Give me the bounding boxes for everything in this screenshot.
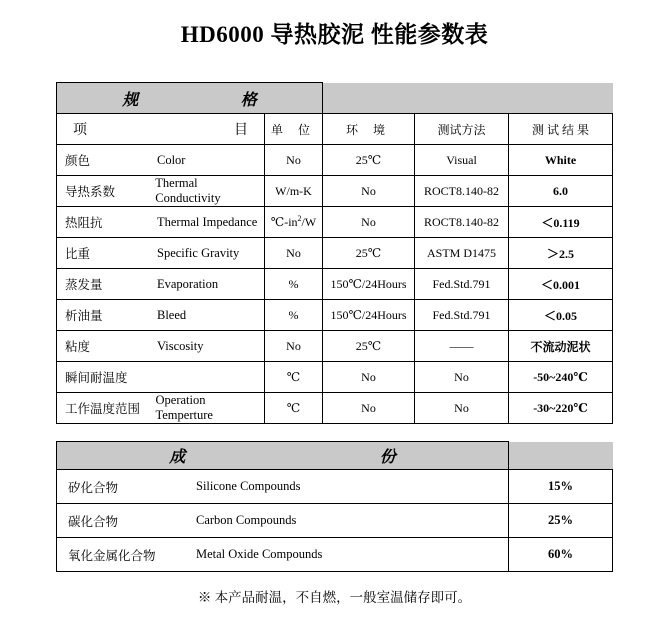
spec-item-cell (57, 176, 265, 207)
spec-unit: % (265, 300, 323, 331)
spec-env: No (323, 207, 415, 238)
composition-en: Silicone Compounds (196, 479, 301, 493)
spec-unit: No (265, 145, 323, 176)
spec-item-cn: 析油量 (65, 309, 103, 323)
spec-env: No (323, 393, 415, 424)
spec-band-row (57, 83, 613, 114)
spec-item-cell (57, 393, 265, 424)
spec-method: Visual (415, 145, 509, 176)
spec-table-container (56, 82, 612, 424)
spec-result: ＞2.5 (509, 238, 613, 269)
spec-unit: ℃ (265, 393, 323, 424)
spec-item-en: Operation Temperture (155, 393, 213, 422)
table-row (57, 269, 613, 300)
page-title: HD6000 导热胶泥 性能参数表 (180, 22, 489, 47)
spec-env: 25℃ (323, 145, 415, 176)
spec-method: No (415, 362, 509, 393)
spec-result: 不流动泥状 (509, 331, 613, 362)
spec-unit: W/m-K (265, 176, 323, 207)
document-page (0, 16, 669, 638)
spec-result: White (509, 145, 613, 176)
composition-band-cell (57, 442, 509, 470)
col-header-item (57, 114, 265, 145)
composition-cn: 碳化合物 (68, 514, 119, 529)
spec-result: -50~240℃ (509, 362, 613, 393)
composition-percent: 60% (509, 538, 613, 572)
table-row (57, 470, 613, 504)
table-row (57, 300, 613, 331)
spec-item-en: Thermal Conductivity (155, 176, 221, 205)
spec-header-row (57, 114, 613, 145)
spec-item-en: Viscosity (157, 338, 204, 353)
table-row (57, 504, 613, 538)
spec-table (56, 82, 613, 424)
composition-en: Carbon Compounds (196, 513, 297, 527)
col-header-unit: 单 位 (265, 114, 323, 145)
spec-item-cn: 比重 (65, 247, 91, 261)
table-row (57, 393, 613, 424)
composition-percent: 25% (509, 504, 613, 538)
spec-item-cell (57, 331, 265, 362)
spec-result: ＜0.119 (509, 207, 613, 238)
spec-item-cell (57, 238, 265, 269)
spec-result: 6.0 (509, 176, 613, 207)
composition-percent: 15% (509, 470, 613, 504)
spec-unit: No (265, 331, 323, 362)
col-header-method: 测试方法 (415, 114, 509, 145)
spec-item-cell (57, 269, 265, 300)
table-row (57, 145, 613, 176)
table-row (57, 362, 613, 393)
spec-item-cell (57, 207, 265, 238)
spec-item-en: Specific Gravity (157, 245, 240, 260)
spec-result: ＜0.05 (509, 300, 613, 331)
spec-env: No (323, 176, 415, 207)
spec-band-blank-1 (323, 83, 415, 114)
spec-method: ASTM D1475 (415, 238, 509, 269)
spec-method: Fed.Std.791 (415, 300, 509, 331)
composition-table (56, 441, 613, 572)
table-row (57, 538, 613, 572)
composition-table-container (56, 441, 612, 572)
spec-method: Fed.Std.791 (415, 269, 509, 300)
spec-item-en: Bleed (157, 307, 187, 322)
composition-en: Metal Oxide Compounds (196, 547, 323, 561)
spec-item-en: Color (157, 152, 186, 167)
composition-name-cell (57, 504, 509, 538)
table-row (57, 207, 613, 238)
composition-band-left: 成 (169, 449, 186, 466)
col-header-environment: 环 境 (323, 114, 415, 145)
spec-result: -30~220℃ (509, 393, 613, 424)
composition-band-blank (509, 442, 613, 470)
spec-unit: % (265, 269, 323, 300)
spec-band-right: 格 (240, 91, 257, 109)
spec-item-cell (57, 300, 265, 331)
spec-band-blank-2 (415, 83, 509, 114)
footnote: ※ 本产品耐温，不自燃，一般室温储存即可。 (197, 590, 472, 605)
spec-item-en: Evaporation (157, 276, 219, 291)
spec-method: ROCT8.140-82 (415, 207, 509, 238)
spec-method: No (415, 393, 509, 424)
spec-env: 150℃/24Hours (323, 269, 415, 300)
table-row (57, 176, 613, 207)
composition-cn: 氧化金属化合物 (68, 548, 156, 563)
spec-method: —— (415, 331, 509, 362)
spec-item-cn: 热阻抗 (65, 216, 103, 230)
composition-name-cell (57, 470, 509, 504)
spec-item-cn: 导热系数 (65, 185, 116, 199)
composition-name-cell (57, 538, 509, 572)
spec-env: 150℃/24Hours (323, 300, 415, 331)
spec-item-cn: 颜色 (65, 154, 91, 168)
spec-result: ＜0.001 (509, 269, 613, 300)
spec-item-cn: 工作温度范围 (65, 402, 141, 416)
spec-unit: $℃-in^2/W$ (265, 207, 323, 238)
spec-band-cell (57, 83, 323, 114)
spec-item-cell (57, 362, 265, 393)
spec-item-cn: 蒸发量 (65, 278, 103, 292)
composition-band-row (57, 442, 613, 470)
spec-item-cn: 粘度 (65, 340, 91, 354)
spec-item-cell (57, 145, 265, 176)
spec-band-left: 规 (122, 91, 139, 109)
table-row (57, 238, 613, 269)
col-header-item-cn: 项 (73, 123, 87, 138)
spec-env: 25℃ (323, 238, 415, 269)
spec-unit: No (265, 238, 323, 269)
spec-env: No (323, 362, 415, 393)
spec-unit: ℃ (265, 362, 323, 393)
spec-method: ROCT8.140-82 (415, 176, 509, 207)
col-header-item-cn2: 目 (234, 123, 248, 138)
composition-cn: 矽化合物 (68, 480, 119, 495)
table-row (57, 331, 613, 362)
spec-item-cn: 瞬间耐温度 (65, 371, 128, 385)
col-header-result: 测 试 结 果 (509, 114, 613, 145)
spec-band-blank-3 (509, 83, 613, 114)
spec-env: 25℃ (323, 331, 415, 362)
spec-item-en: Thermal Impedance (157, 214, 258, 229)
composition-band-right: 份 (379, 449, 396, 466)
